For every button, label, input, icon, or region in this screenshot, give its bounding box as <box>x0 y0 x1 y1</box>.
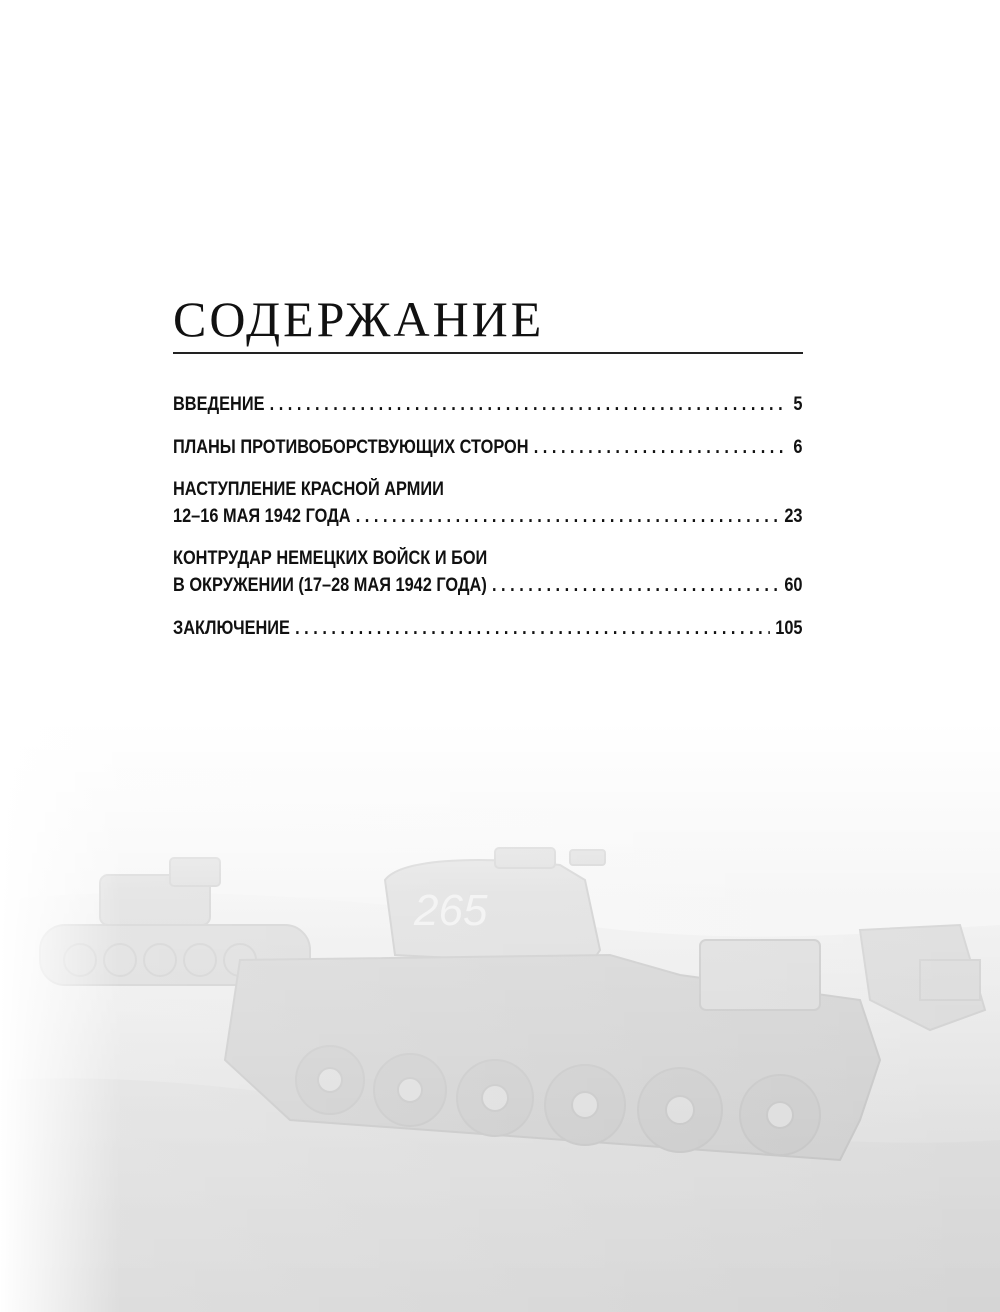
toc-page-number: 23 <box>784 505 803 527</box>
toc-entry[interactable] <box>173 616 803 643</box>
toc-list <box>173 392 803 642</box>
toc-entry-title: НАСТУПЛЕНИЕ КРАСНОЙ АРМИИ <box>173 479 444 501</box>
toc-entry[interactable] <box>173 392 803 419</box>
toc-page-number: 5 <box>793 394 803 415</box>
toc-entry[interactable] <box>173 435 803 462</box>
toc-leader-dots <box>270 392 789 419</box>
title-rule <box>173 352 803 354</box>
toc-leader-dots <box>534 435 789 462</box>
toc-leader-dots <box>295 616 770 643</box>
toc-entry-title-continued: В ОКРУЖЕНИИ (17–28 МАЯ 1942 ГОДА) <box>173 574 487 596</box>
toc-leader-dots <box>356 504 779 531</box>
toc-entry-title: ВВЕДЕНИЕ <box>173 394 265 415</box>
toc-page-number: 60 <box>784 574 803 596</box>
toc-page-number: 105 <box>775 617 803 639</box>
toc-page-number: 6 <box>793 436 803 458</box>
toc-entry[interactable] <box>173 546 803 599</box>
table-of-contents <box>173 270 803 658</box>
toc-entry-title: ЗАКЛЮЧЕНИЕ <box>173 617 290 639</box>
toc-entry-title-continued: 12–16 МАЯ 1942 ГОДА <box>173 505 351 527</box>
toc-leader-dots <box>492 573 779 600</box>
toc-entry-title: ПЛАНЫ ПРОТИВОБОРСТВУЮЩИХ СТОРОН <box>173 436 529 458</box>
toc-entry-title: КОНТРУДАР НЕМЕЦКИХ ВОЙСК И БОИ <box>173 548 488 570</box>
page-title: СОДЕРЖАНИЕ <box>173 291 545 347</box>
toc-entry[interactable] <box>173 477 803 530</box>
